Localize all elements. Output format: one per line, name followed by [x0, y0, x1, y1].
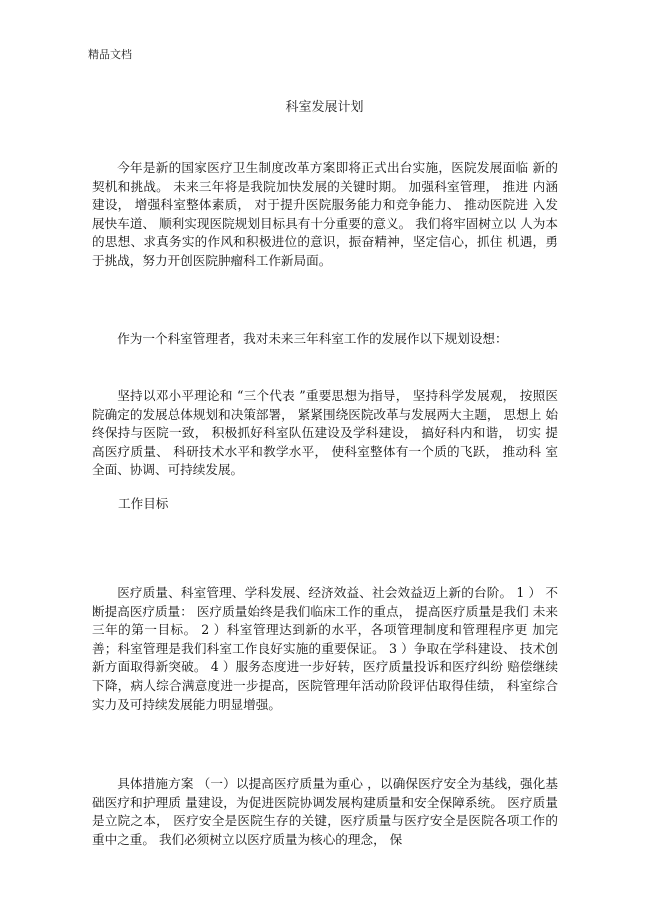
document-title: 科室发展计划	[285, 100, 364, 115]
header-label: 精品文档	[88, 48, 132, 61]
section-heading-goals: 工作目标	[118, 496, 169, 511]
paragraph-guideline: 坚持以邓小平理论和 “三个代表 ”重要思想为指导， 坚持科学发展观， 按照医 院确定的发展总体规划和决策部署， 紧紧围绕医院改革与发展两大主题， 思想上 始终保持与医院一致， 积极抓好科室队伍建设及学科建设， 搞好科内和谐， 切实 提高医疗质量、 科研技术水平和教学水平， 使科室整体有一个质的飞跃， 推动科 室全面、协调、可持续发展。	[92, 388, 558, 478]
paragraph-plan: 作为一个科室管理者，我对未来三年科室工作的发展作以下规划设想：	[117, 331, 508, 346]
paragraph-goals: 医疗质量、科室管理、学科发展、经济效益、社会效益迈上新的台阶。 1 ） 不断提高医疗质量： 医疗质量始终是我们临床工作的重点， 提高医疗质量是我们 未来三年的第一目标。 2 ）科室管理达到新的水平，各项管理制度和管理程序更 加完善；科室管理是我们科室工作良好实施的重要保证。 3 ）争取在学科建设、 技术创新方面取得新突破。 4 ）服务态度进一步好转，医疗质量投诉和医疗纠纷 赔偿继续下降，病人综合满意度进一步提高，医院管理年活动阶段评估取得佳绩， 科室综合实力及可持续发展能力明显增强。	[92, 585, 558, 712]
paragraph-measures: 具体措施方案 （一）以提高医疗质量为重心 ，以确保医疗安全为基线，强化基础医疗和护理质 量建设，为促进医院协调发展构建质量和安全保障系统。 医疗质量是立院之本， 医疗安全是医院生存的关键，医疗质量与医疗安全是医院各项工作的重中之重。 我们必须树立以医疗质量为核心的理念， 保	[92, 776, 558, 847]
paragraph-intro: 今年是新的国家医疗卫生制度改革方案即将正式出台实施，医院发展面临 新的契机和挑战。 未来三年将是我院加快发展的关键时期。 加强科室管理， 推进 内涵建设， 增强科室整体素质， 对于提升医院服务能力和竞争能力、 推动医院进 入发展快车道、 顺利实现医院规划目标具有十分重要的意义。 我们将牢固树立以 人为本的思想、求真务实的作风和积极进位的意识，振奋精神，坚定信心，抓住 机遇，勇于挑战，努力开创医院肿瘤科工作新局面。	[92, 160, 558, 268]
